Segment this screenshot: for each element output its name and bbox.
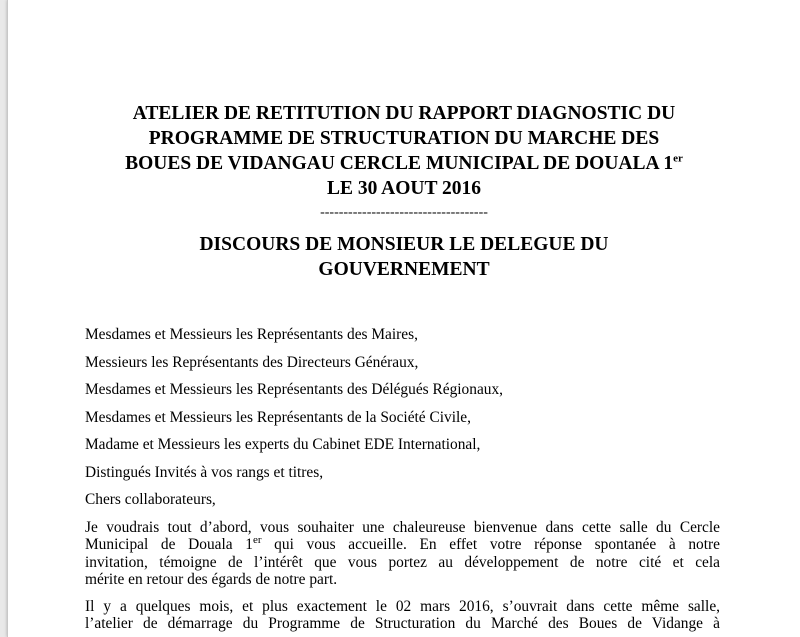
paragraph-text: qui vous accueille. En effet votre réponse spontanée à notre [261, 536, 720, 553]
paragraph-welcome [85, 519, 720, 589]
paragraph-line: l’atelier de démarrage du Programme de Structuration du Marché des Boues de Vidange à [85, 615, 720, 632]
paragraph-line: Il y a quelques mois, et plus exactement le 02 mars 2016, s’ouvrait dans cette même salle, [85, 597, 720, 615]
salutation-line: Madame et Messieurs les experts du Cabinet EDE International, [85, 436, 481, 453]
title-superscript: er [673, 152, 683, 165]
paragraph-line: mérite en retour des égards de notre part. [85, 571, 338, 588]
salutation-line: Messieurs les Représentants des Directeurs Généraux, [85, 353, 419, 371]
salutation-line: Mesdames et Messieurs les Représentants des Maires, [85, 326, 418, 343]
salutation-line: Mesdames et Messieurs les Représentants des Délégués Régionaux, [85, 381, 504, 398]
ordinal-superscript: er [252, 533, 262, 546]
title-separator: ------------------------------------ [320, 205, 488, 220]
speech-body [85, 326, 720, 637]
salutation-line: Mesdames et Messieurs les Représentants de la Société Civile, [85, 408, 471, 426]
document-page [7, 0, 800, 637]
subtitle-line-2: GOUVERNEMENT [318, 259, 490, 280]
title-line-3-text: BOUES DE VIDANGAU CERCLE MUNICIPAL DE DOUALA 1 [125, 153, 674, 174]
paragraph-text: Municipal de Douala 1 [85, 536, 253, 553]
salutation-line: Chers collaborateurs, [85, 491, 216, 508]
paragraph-history [85, 598, 720, 633]
title-line-3 [8, 151, 800, 176]
document-title [8, 101, 800, 201]
speech-subtitle [8, 232, 800, 282]
salutation-line: Distingués Invités à vos rangs et titres, [85, 463, 324, 481]
title-line-1: ATELIER DE RETITUTION DU RAPPORT DIAGNOSTIC DU [132, 103, 676, 124]
title-line-2: PROGRAMME DE STRUCTURATION DU MARCHE DES [148, 128, 660, 149]
subtitle-line-1: DISCOURS DE MONSIEUR LE DELEGUE DU [199, 234, 609, 255]
title-line-4: LE 30 AOUT 2016 [326, 178, 482, 199]
paragraph-line [85, 533, 720, 554]
paragraph-line: Je voudrais tout d’abord, vous souhaiter une chaleureuse bienvenue dans cette salle du Cercle [85, 518, 720, 536]
paragraph-line: invitation, témoigne de l’intérêt que vous portez au développement de notre cité et cela [85, 553, 720, 571]
